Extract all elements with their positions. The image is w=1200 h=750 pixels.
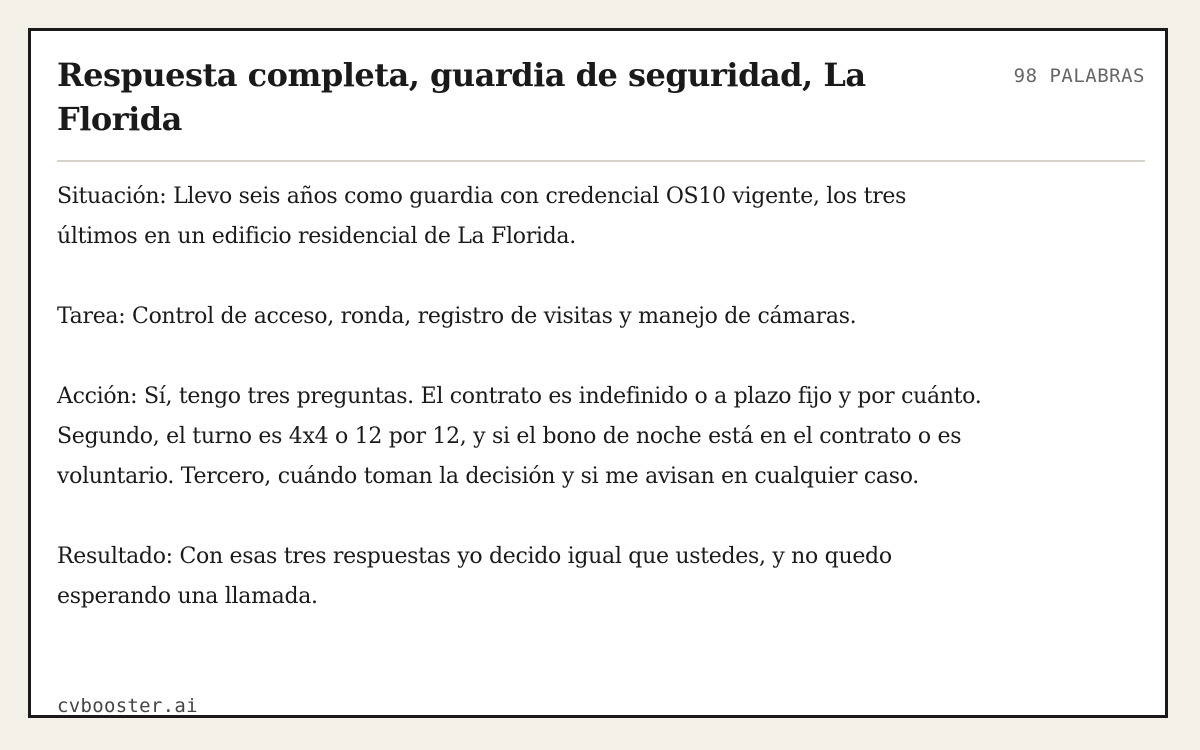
paragraph-accion: Acción: Sí, tengo tres preguntas. El contrato es indefinido o a plazo fijo y por cuánto. Segundo, el turno es 4x4 o 12 por 12, y si el bono de noche está en el contrato o es voluntario. Tercero, cuándo toman la decisión y si me avisan en cualquier caso. (57, 384, 982, 489)
answer-body (57, 177, 987, 657)
answer-card (28, 28, 1168, 718)
header-divider (57, 160, 1145, 162)
paragraph-tarea: Tarea: Control de acceso, ronda, registro de visitas y manejo de cámaras. (57, 304, 857, 329)
page-title: Respuesta completa, guardia de seguridad, La Florida (57, 56, 866, 138)
card-header (57, 53, 1145, 163)
paragraph-resultado: Resultado: Con esas tres respuestas yo decido igual que ustedes, y no quedo esperando una llamada. (57, 544, 892, 609)
paragraph-situacion: Situación: Llevo seis años como guardia con credencial OS10 vigente, los tres últimos en un edificio residencial de La Florida. (57, 184, 907, 249)
word-count-badge: 98 PALABRAS (1013, 65, 1145, 87)
footer-brand: cvbooster.ai (57, 695, 198, 717)
